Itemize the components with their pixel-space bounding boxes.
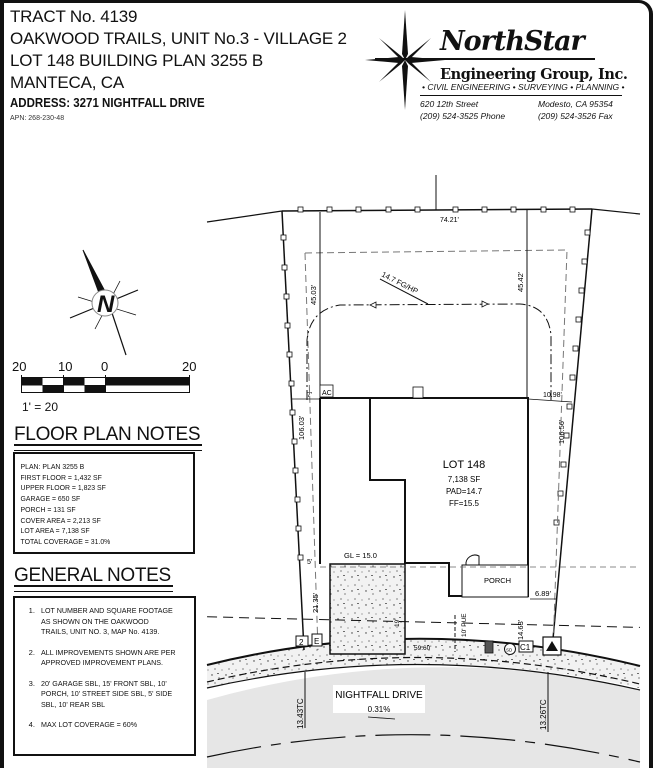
side-setback-label: 5': [307, 559, 313, 566]
note-item: FIRST FLOOR = 1,432 SF: [20, 472, 102, 482]
note-item: PLAN: PLAN 3255 B: [20, 462, 85, 471]
note-number: 3.: [28, 678, 35, 688]
pad-elevation: PAD=14.7: [445, 487, 483, 496]
street-grade: 0.31%: [367, 705, 391, 714]
right-front-dimension: 6.89': [535, 589, 552, 598]
window-marker: [413, 387, 423, 398]
drainage-high-point: 14.7 FG/HP: [380, 269, 420, 296]
left-front-dimension: 21.35': [311, 592, 320, 613]
company-street: 620 12th Street: [420, 99, 479, 109]
note-number: 1.: [28, 606, 35, 615]
scale-tick: 20: [12, 359, 27, 374]
left-side-length: 106.03': [297, 415, 306, 440]
marker-e-label: E: [314, 637, 320, 646]
company-city: Modesto, CA 95354: [538, 99, 613, 109]
left-rear-setback: 45.03': [309, 284, 318, 305]
tc-left-elevation: 13.43TC: [296, 698, 305, 729]
scale-tick: 20: [182, 359, 197, 374]
right-front-setback: 14.63': [516, 619, 525, 640]
tc-right-elevation: 13.26TC: [539, 699, 548, 730]
ac-unit-label: AC: [322, 390, 332, 397]
north-label: N: [97, 291, 115, 318]
finished-floor: FF=15.5: [448, 499, 480, 508]
note-text: LOT NUMBER AND SQUARE FOOTAGE AS SHOWN ON THE OAKWOOD TRAILS, UNIT NO. 3, MAP No. 4139.: [41, 606, 173, 636]
right-rear-setback: 45.42': [516, 271, 525, 292]
marker-c1-label: C1: [520, 643, 531, 652]
lot-area: 7,138 SF: [447, 475, 481, 484]
right-side-length: 106.56': [557, 419, 566, 444]
frontage-dimension: 59.60': [414, 645, 432, 652]
note-item: UPPER FLOOR = 1,823 SF: [20, 483, 106, 493]
heading-text: FLOOR PLAN NOTES: [14, 424, 201, 445]
note-number: 4.: [28, 720, 35, 729]
street-surface: [207, 667, 640, 768]
heading-text: GENERAL NOTES: [14, 565, 171, 586]
company-subtitle: Engineering Group, Inc.: [440, 66, 628, 83]
right-side-setback: 10.98': [543, 392, 562, 399]
lot-label: LOT 148: [442, 459, 486, 471]
left-side-setback: 7': [307, 392, 313, 399]
note-item: COVER AREA = 2,213 SF: [20, 515, 101, 525]
storm-drain-label: SD: [506, 647, 513, 653]
scale-tick: 0: [101, 359, 109, 374]
pue-label: 10' PUE: [461, 613, 468, 637]
company-phone: (209) 524-3525 Phone: [420, 111, 506, 121]
street-name: NIGHTFALL DRIVE: [335, 690, 423, 701]
company-fax: (209) 524-3526 Fax: [538, 111, 613, 121]
driveway-dimension: 19': [394, 618, 401, 627]
note-text: ALL IMPROVEMENTS SHOWN ARE PER APPROVED IMPROVEMENT PLANS.: [41, 647, 176, 667]
apn: APN: 268-230-48: [10, 115, 65, 122]
lot-plan: LOT 148 BUILDING PLAN 3255 B: [10, 51, 263, 70]
company-name: NorthStar: [440, 26, 584, 57]
note-number: 2.: [28, 647, 35, 657]
company-tagline: • CIVIL ENGINEERING • SURVEYING • PLANNING •: [422, 82, 625, 92]
marker-2-label: 2: [299, 638, 304, 647]
note-item: GARAGE = 650 SF: [20, 494, 81, 504]
note-text: MAX LOT COVERAGE = 60%: [41, 720, 138, 729]
note-item: TOTAL COVERAGE = 31.0%: [20, 536, 111, 546]
garage-elevation: GL = 15.0: [344, 551, 377, 560]
porch-label: PORCH: [484, 576, 512, 585]
driveway: [330, 564, 405, 654]
note-item: LOT AREA = 7,138 SF: [20, 526, 90, 536]
subdivision-name: OAKWOOD TRAILS, UNIT No.3 - VILLAGE 2: [10, 29, 347, 48]
rear-dimension: 74.21': [440, 217, 459, 224]
tract-number: TRACT No. 4139: [10, 7, 138, 26]
scale-tick: 10: [58, 359, 73, 374]
note-text: 20' GARAGE SBL, 15' FRONT SBL, 10' PORCH, 10' STREET SIDE SBL, 5' SIDE SBL, 10' REAR SBL: [41, 678, 173, 709]
note-item: PORCH = 131 SF: [20, 504, 76, 514]
scale-ratio: 1' = 20: [22, 400, 58, 414]
city: MANTECA, CA: [10, 73, 124, 92]
address: ADDRESS: 3271 NIGHTFALL DRIVE: [10, 96, 205, 110]
utility-meter: [485, 641, 493, 653]
